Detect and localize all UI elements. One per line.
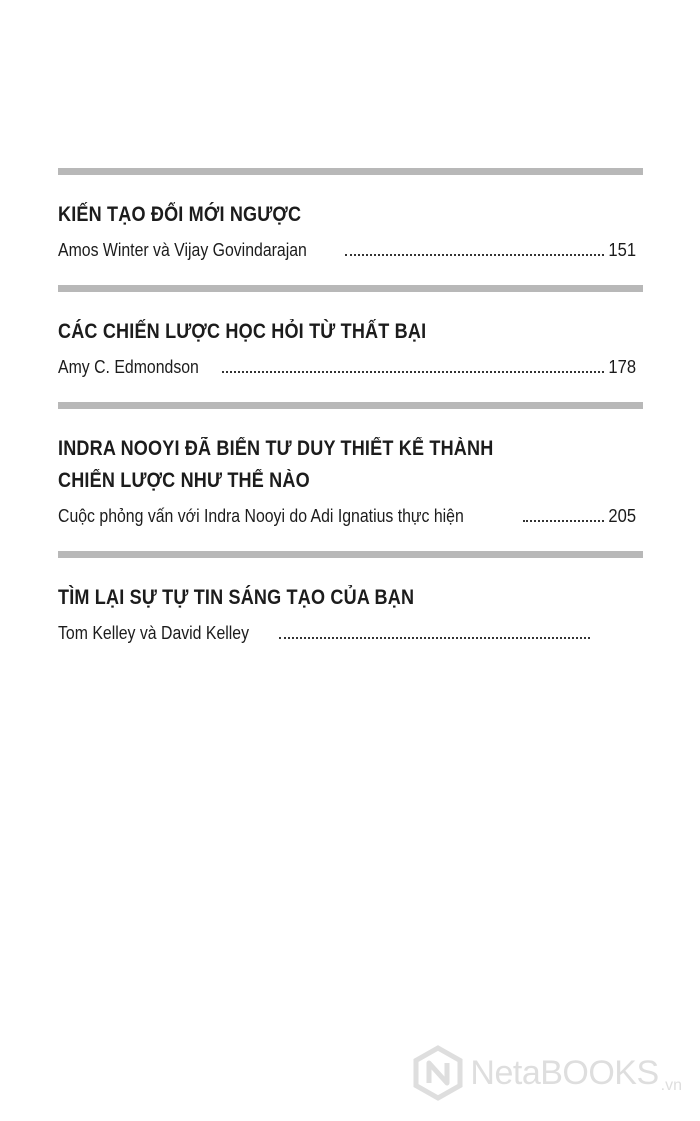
entry-page-number: 151 <box>608 240 636 260</box>
entry-title-line: INDRA NOOYI ĐÃ BIẾN TƯ DUY THIẾT KẾ THÀNH <box>58 437 494 460</box>
entry-author: Amos Winter và Vijay Govindarajan <box>58 240 307 260</box>
entry-author: Tom Kelley và David Kelley <box>58 623 250 643</box>
toc-entry <box>58 551 643 646</box>
entry-author-line <box>58 237 636 263</box>
entry-author-line <box>58 354 636 380</box>
toc-entry <box>58 168 643 263</box>
watermark-suffix: .vn <box>660 1077 682 1094</box>
entry-page-number: 178 <box>608 357 636 377</box>
watermark-brand: NetaBOOKS <box>470 1053 659 1092</box>
entry-title-line: TÌM LẠI SỰ TỰ TIN SÁNG TẠO CỦA BẠN <box>58 586 415 609</box>
entry-title-line: CÁC CHIẾN LƯỢC HỌC HỎI TỪ THẤT BẠI <box>58 320 427 343</box>
dot-leader <box>222 370 604 373</box>
toc-entry <box>58 285 643 380</box>
entry-title <box>58 175 643 231</box>
entry-author-line <box>58 620 590 646</box>
entry-page-number: 205 <box>608 506 636 526</box>
section-divider <box>58 551 643 558</box>
section-divider <box>58 402 643 409</box>
entry-title <box>58 558 643 614</box>
toc-entry <box>58 402 643 529</box>
entry-title <box>58 292 643 348</box>
dot-leader <box>345 253 604 256</box>
dot-leader <box>523 519 604 522</box>
dot-leader <box>279 636 590 639</box>
entry-author-line <box>58 503 636 529</box>
table-of-contents <box>58 168 643 646</box>
entry-title-line: CHIẾN LƯỢC NHƯ THẾ NÀO <box>58 469 310 492</box>
entry-title <box>58 409 643 497</box>
entry-author: Amy C. Edmondson <box>58 357 199 377</box>
netabooks-logo-icon <box>410 1045 466 1101</box>
section-divider <box>58 285 643 292</box>
entry-title-line: KIẾN TẠO ĐỔI MỚI NGƯỢC <box>58 203 302 226</box>
watermark <box>410 1045 682 1101</box>
entry-author: Cuộc phỏng vấn với Indra Nooyi do Adi Ignatius thực hiện <box>58 506 464 526</box>
section-divider <box>58 168 643 175</box>
